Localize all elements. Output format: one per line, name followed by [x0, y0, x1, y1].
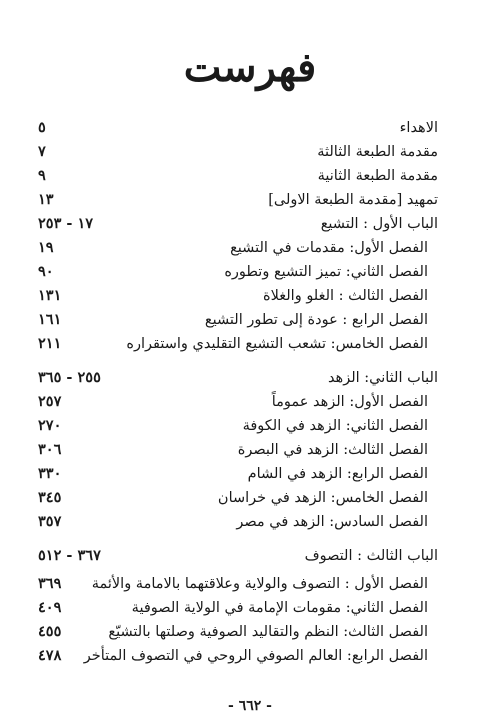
toc-row-dedication: [38, 116, 438, 140]
chapter-page: ٣٥٧: [38, 513, 62, 530]
chapter-title: الفصل الثالث : الغلو والغلاة: [263, 288, 428, 304]
toc-row-third-edition-preface: [38, 140, 438, 164]
chapter-page: ١٦١: [38, 311, 62, 328]
chapter-page: ٩٠: [38, 263, 54, 280]
toc-entry-title: تمهيد [مقدمة الطبعة الاولى]: [268, 192, 438, 208]
toc-row-chapter: [38, 620, 438, 644]
toc-part-1-heading: [38, 212, 438, 236]
toc-row-chapter: [38, 644, 438, 668]
toc-part-3-heading: [38, 544, 438, 568]
toc-row-chapter: [38, 486, 438, 510]
chapter-title: الفصل الأول: الزهد عموماً: [271, 394, 428, 410]
toc-part-2-heading: [38, 366, 438, 390]
chapter-page: ٢٥٧: [38, 393, 62, 410]
chapter-title: الفصل الأول : التصوف والولاية وعلاقتهما بالامامة والأئمة: [91, 576, 428, 592]
part-page-range: ٢٥٥ - ٣٦٥: [38, 369, 101, 386]
toc-row-chapter: [38, 260, 438, 284]
chapter-page: ٢٧٠: [38, 417, 62, 434]
chapter-title: الفصل الخامس: الزهد في خراسان: [217, 490, 428, 506]
chapter-title: الفصل الأول: مقدمات في التشيع: [230, 240, 428, 256]
toc-row-chapter: [38, 596, 438, 620]
chapter-page: ١٣١: [38, 287, 62, 304]
part-page-range: ٣٦٧ - ٥١٢: [38, 547, 101, 564]
part-title: الباب الثاني: الزهد: [327, 370, 438, 386]
chapter-page: ٣٠٦: [38, 441, 62, 458]
chapter-title: الفصل الثاني: مقومات الإمامة في الولاية الصوفية: [131, 600, 428, 616]
page-number: - ٦٦٢ -: [228, 698, 272, 714]
chapter-page: ٤٧٨: [38, 647, 62, 664]
spacer: [38, 356, 438, 366]
toc-row-chapter: [38, 308, 438, 332]
toc-row-chapter: [38, 284, 438, 308]
chapter-page: ٣٦٩: [38, 575, 62, 592]
part-title: الباب الأول : التشيع: [320, 216, 438, 232]
part-page-range: ١٧ - ٢٥٣: [38, 215, 94, 232]
toc-entry-title: مقدمة الطبعة الثالثة: [317, 144, 438, 160]
chapter-title: الفصل الرابع: الزهد في الشام: [247, 466, 428, 482]
toc-row-second-edition-preface: [38, 164, 438, 188]
toc-row-chapter: [38, 236, 438, 260]
chapter-page: ٤٥٥: [38, 623, 62, 640]
toc-row-chapter: [38, 572, 438, 596]
toc-row-chapter: [38, 438, 438, 462]
chapter-page: ٢١١: [38, 335, 62, 352]
chapter-page: ٣٣٠: [38, 465, 62, 482]
chapter-title: الفصل الخامس: تشعب التشيع التقليدي واستقراره: [126, 336, 428, 352]
toc-row-chapter: [38, 462, 438, 486]
chapter-title: الفصل الثاني: تميز التشيع وتطوره: [224, 264, 428, 280]
toc-entry-title: الاهداء: [399, 120, 438, 136]
toc-row-chapter: [38, 390, 438, 414]
part-title: الباب الثالث : التصوف: [304, 548, 438, 564]
chapter-title: الفصل السادس: الزهد في مصر: [236, 514, 428, 530]
toc-row-introduction: [38, 188, 438, 212]
page-title: فهرست: [183, 44, 317, 91]
toc-row-chapter: [38, 414, 438, 438]
chapter-title: الفصل الثالث: النظم والتقاليد الصوفية وصلتها بالتشيّع: [108, 624, 428, 640]
chapter-title: الفصل الثاني: الزهد في الكوفة: [242, 418, 428, 434]
toc-row-chapter: [38, 510, 438, 534]
chapter-title: الفصل الثالث: الزهد في البصرة: [237, 442, 428, 458]
toc-entry-page: ٧: [38, 143, 46, 160]
toc-entry-page: ٩: [38, 167, 46, 184]
toc-entry-title: مقدمة الطبعة الثانية: [317, 168, 438, 184]
chapter-page: ٤٠٩: [38, 599, 62, 616]
toc-row-chapter: [38, 332, 438, 356]
chapter-title: الفصل الرابع: العالم الصوفي الروحي في التصوف المتأخر: [83, 648, 428, 664]
chapter-page: ١٩: [38, 239, 54, 256]
chapter-page: ٣٤٥: [38, 489, 62, 506]
spacer: [38, 534, 438, 544]
table-of-contents: [38, 116, 438, 668]
toc-entry-page: ٥: [38, 119, 46, 136]
chapter-title: الفصل الرابع : عودة إلى تطور التشيع: [204, 312, 428, 328]
toc-entry-page: ١٣: [38, 191, 54, 208]
